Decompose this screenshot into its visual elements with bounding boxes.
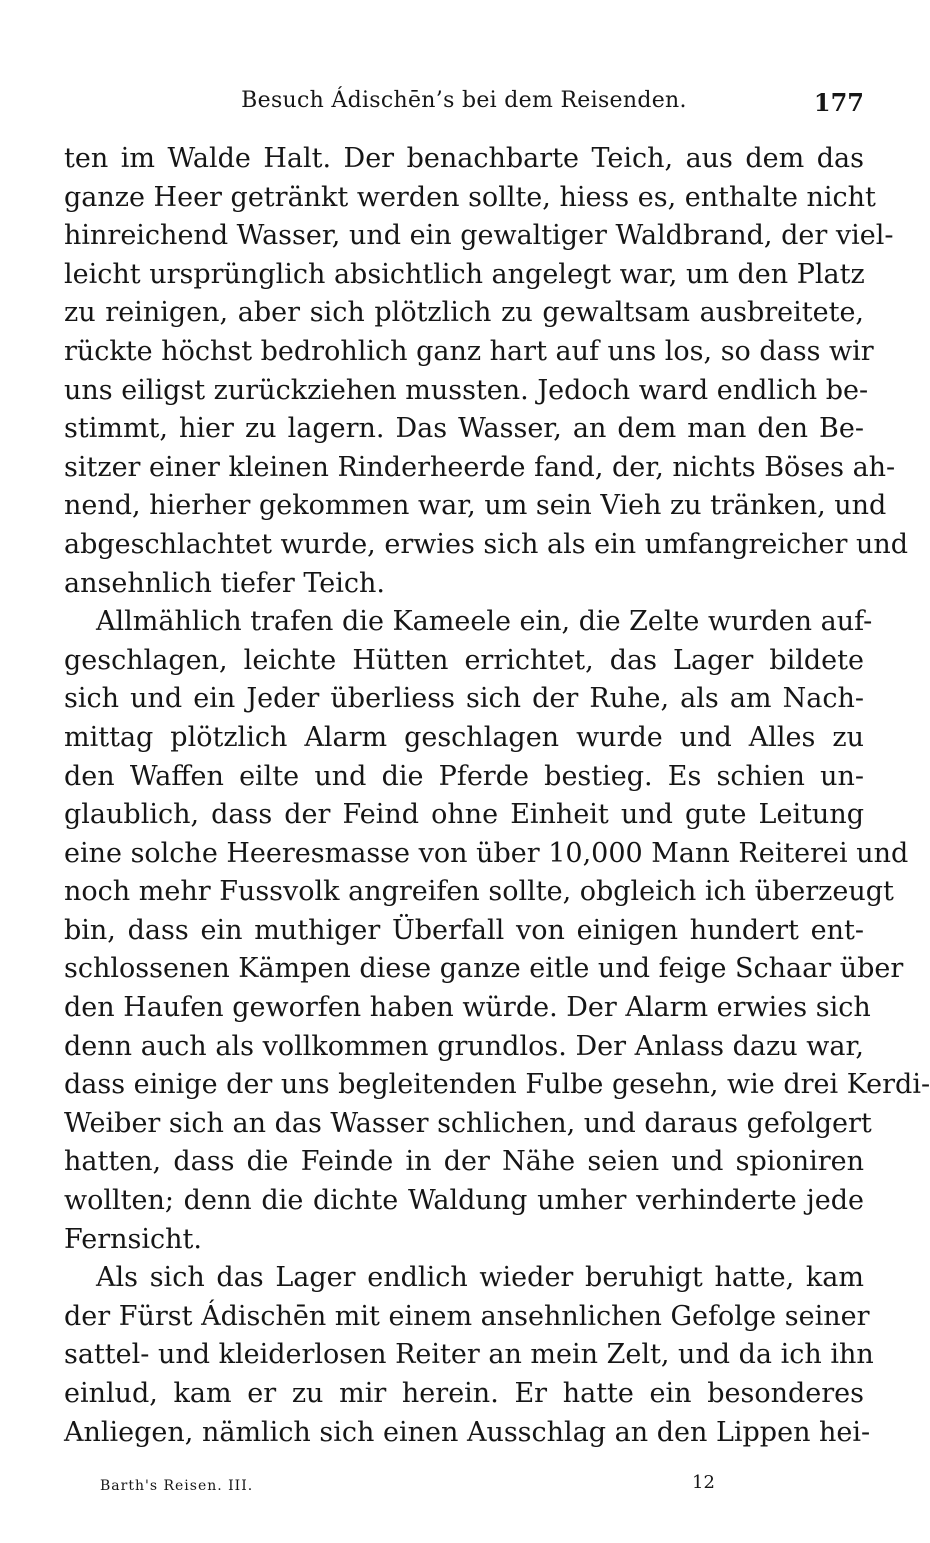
text-line: einlud, kam er zu mir herein. Er hatte ein besonderes (64, 1378, 864, 1409)
page-header (64, 88, 864, 124)
text-line: sitzer einer kleinen Rinderheerde fand, der, nichts Böses ah- (64, 451, 896, 483)
text-line: abgeschlachtet wurde, erwies sich als ein umfangreicher und (64, 528, 909, 560)
text-line: uns eiligst zurückziehen mussten. Jedoch ward endlich be- (64, 374, 869, 406)
page-footer (100, 1472, 720, 1502)
text-line: mittag plötzlich Alarm geschlagen wurde und Alles zu (64, 721, 864, 753)
text-line: rückte höchst bedrohlich ganz hart auf uns los, so dass wir (64, 335, 874, 367)
text-line: hinreichend Wasser, und ein gewaltiger Waldbrand, der viel- (64, 220, 894, 252)
text-line: nend, hierher gekommen war, um sein Vieh zu tränken, und (64, 490, 887, 522)
text-line: sich und ein Jeder überliess sich der Ruhe, als am Nach- (64, 683, 864, 715)
printer-signature: Barth's Reisen. III. (100, 1478, 254, 1494)
text-line: Weiber sich an das Wasser schlichen, und daraus gefolgert (64, 1107, 872, 1139)
text-line: Anliegen, nämlich sich einen Ausschlag an den Lippen hei- (64, 1416, 871, 1448)
sheet-number: 12 (692, 1472, 715, 1493)
text-line: noch mehr Fussvolk angreifen sollte, obgleich ich überzeugt (64, 876, 894, 908)
text-line: hatten, dass die Feinde in der Nähe seien und spioniren (64, 1146, 864, 1178)
text-line: schlossenen Kämpen diese ganze eitle und feige Schaar über (64, 953, 904, 985)
page-number: 177 (813, 88, 864, 117)
text-line: den Waffen eilte und die Pferde bestieg. Es schien un- (64, 760, 864, 792)
text-line: Allmählich trafen die Kameele ein, die Zelte wurden auf- (96, 606, 873, 638)
text-line: zu reinigen, aber sich plötzlich zu gewaltsam ausbreitete, (64, 297, 864, 329)
text-line: stimmt, hier zu lagern. Das Wasser, an dem man den Be- (64, 413, 864, 445)
text-line: sattel- und kleiderlosen Reiter an mein Zelt, und da ich ihn (64, 1339, 874, 1371)
text-line: wollten; denn die dichte Waldung umher verhinderte jede (64, 1185, 864, 1217)
text-line: den Haufen geworfen haben würde. Der Alarm erwies sich (64, 992, 871, 1024)
paragraph (64, 1259, 874, 1452)
text-line: denn auch als vollkommen grundlos. Der Anlass dazu war, (64, 1030, 864, 1062)
text-line: leicht ursprünglich absichtlich angelegt war, um den Platz (64, 258, 865, 290)
text-line: Fernsicht. (64, 1223, 202, 1255)
body-text (64, 140, 930, 1452)
text-line: der Fürst Ádischēn mit einem ansehnlichen Gefolge seiner (64, 1300, 870, 1332)
text-line: Als sich das Lager endlich wieder beruhigt hatte, kam (96, 1262, 864, 1294)
text-line: ansehnlich tiefer Teich. (64, 567, 386, 599)
text-line: eine solche Heeresmasse von über 10,000 Mann Reiterei und (64, 837, 909, 869)
text-line: glaublich, dass der Feind ohne Einheit und gute Leitung (64, 799, 864, 831)
text-line: dass einige der uns begleitenden Fulbe gesehn, wie drei Kerdi- (64, 1069, 930, 1101)
paragraph (64, 140, 909, 603)
text-line: ganze Heer getränkt werden sollte, hiess es, enthalte nicht (64, 181, 876, 213)
running-head: Besuch Ádischēn’s bei dem Reisenden. (241, 88, 687, 113)
text-line: geschlagen, leichte Hütten errichtet, das Lager bildete (64, 644, 864, 676)
text-line: ten im Walde Halt. Der benachbarte Teich, aus dem das (64, 143, 864, 174)
paragraph (64, 603, 930, 1259)
text-line: bin, dass ein muthiger Überfall von einigen hundert ent- (64, 914, 864, 946)
